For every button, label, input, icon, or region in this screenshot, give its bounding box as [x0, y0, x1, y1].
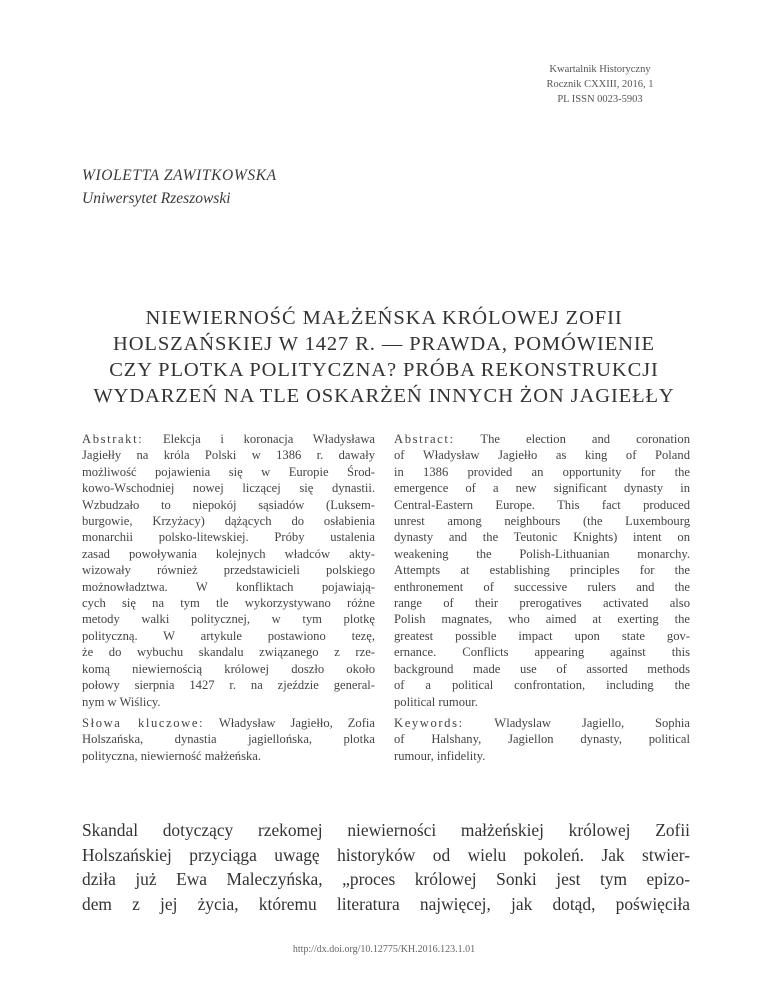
title-line: HOLSZAŃSKIEJ W 1427 R. — PRAWDA, POMÓWIENIE: [113, 333, 655, 355]
keywords-line: polityczna, niewierność małżeńska.: [82, 748, 262, 763]
abstract-english: [394, 431, 690, 710]
keywords-line: Holszańska, dynastia jagiellońska, plotka: [82, 732, 375, 747]
abstract-line: of a political confrontation, including the: [394, 678, 690, 693]
abstract-line: Abstract: The election and coronation: [394, 432, 690, 446]
author-affiliation: Uniwersytet Rzeszowski: [82, 190, 231, 207]
keywords-line: rumour, infidelity.: [394, 748, 486, 763]
abstract-label: Abstract:: [394, 432, 455, 446]
abstract-line: kowo-Wschodniej nowej liczącej się dynastii.: [82, 481, 375, 496]
keywords-label: Keywords:: [394, 716, 464, 730]
body-paragraph: [82, 818, 690, 916]
abstract-line: połowy sierpnia 1427 r. na zjeździe general-: [82, 678, 375, 693]
body-line: Skandal dotyczący rzekomej niewierności małżeńskiej królowej Zofii: [82, 820, 690, 840]
title-line: NIEWIERNOŚĆ MAŁŻEŃSKA KRÓLOWEJ ZOFII: [145, 307, 623, 329]
abstract-line: Abstrakt: Elekcja i koronacja Władysława: [82, 432, 375, 446]
keywords-english: [394, 715, 690, 764]
article-title: [60, 305, 708, 409]
keywords-label: Słowa kluczowe:: [82, 716, 205, 730]
abstract-line: Central-Eastern Europe. This fact produced: [394, 497, 690, 512]
author-block: [82, 164, 277, 210]
abstract-line: emergence of a new significant dynasty in: [394, 481, 690, 496]
journal-issn: PL ISSN 0023-5903: [557, 94, 643, 105]
abstract-line: Attempts at establishing principles for the: [394, 563, 690, 578]
keywords-line: Słowa kluczowe: Władysław Jagiełło, Zofia: [82, 716, 375, 730]
abstract-line: możliwość pojawienia się w Europie Środ-: [82, 464, 375, 479]
abstract-line: dynasty and the Teutonic Knights) intent on: [394, 530, 690, 545]
abstract-line: polityczną. W artykule postawiono tezę,: [82, 628, 375, 643]
body-line: dem z jej życia, któremu literatura najwięcej, jak dotąd, poświęciła: [82, 893, 690, 914]
abstract-line: Polish magnates, who aimed at exerting the: [394, 612, 690, 627]
keywords-line: of Halshany, Jagiellon dynasty, political: [394, 732, 690, 747]
journal-header: [500, 62, 700, 107]
abstract-line: metody walki politycznej, w tym plotkę: [82, 612, 375, 627]
abstract-line: greatest possible impact upon state gov-: [394, 628, 690, 643]
abstract-line: political rumour.: [394, 694, 478, 709]
abstract-line: nym w Wiślicy.: [82, 694, 161, 709]
abstract-line: background made use of assorted methods: [394, 661, 690, 676]
abstract-line: ernance. Conflicts appearing against this: [394, 645, 690, 660]
author-name: WIOLETTA ZAWITKOWSKA: [82, 167, 277, 184]
abstract-line: of Władysław Jagiełło as king of Poland: [394, 448, 690, 463]
abstract-line: zasad powoływania kolejnych władców akty-: [82, 546, 375, 561]
body-line: dziła już Ewa Maleczyńska, „proces królowej Sonki jest tym epizo-: [82, 869, 690, 890]
keywords-line: Keywords: Wladyslaw Jagiello, Sophia: [394, 716, 690, 730]
abstract-line: unrest among neighbours (the Luxembourg: [394, 514, 690, 529]
abstract-line: enthronement of successive rulers and the: [394, 579, 690, 594]
abstract-line: cych się na tym tle wykorzystywano różne: [82, 596, 375, 611]
abstract-line: wizowały również przedstawicieli polskiego: [82, 563, 375, 578]
title-line: WYDARZEŃ NA TLE OSKARŻEŃ INNYCH ŻON JAGIEŁŁY: [93, 385, 675, 407]
journal-name: Kwartalnik Historyczny: [549, 64, 651, 75]
abstract-line: burgowie, Krzyżacy) dążących do osłabienia: [82, 514, 375, 529]
abstract-line: weakening the Polish-Lithuanian monarchy.: [394, 546, 690, 561]
title-line: CZY PLOTKA POLITYCZNA? PRÓBA REKONSTRUKCJI: [109, 359, 659, 381]
abstract-line: range of their prerogatives activated also: [394, 596, 690, 611]
doi-link[interactable]: http://dx.doi.org/10.12775/KH.2016.123.1.01: [292, 944, 476, 955]
journal-volume: Rocznik CXXIII, 2016, 1: [546, 79, 654, 90]
abstract-line: in 1386 provided an opportunity for the: [394, 464, 690, 479]
abstract-line: Wzbudzało to niepokój sąsiadów (Luksem-: [82, 497, 375, 512]
abstract-line: komą niewiernością królowej doszło około: [82, 661, 375, 676]
abstract-line: monarchii polsko-litewskiej. Próby ustalenia: [82, 530, 375, 545]
body-line: Holszańskiej przyciąga uwagę historyków od wielu pokoleń. Jak stwier-: [82, 844, 690, 865]
abstract-polish: [82, 431, 375, 710]
abstract-line: Jagiełły na króla Polski w 1386 r. dawały: [82, 448, 375, 463]
abstract-line: możnowładztwa. W konfliktach pojawiają-: [82, 579, 375, 594]
abstract-label: Abstrakt:: [82, 432, 144, 446]
keywords-polish: [82, 715, 375, 764]
abstract-line: że do wybuchu skandalu związanego z rze-: [82, 645, 375, 660]
